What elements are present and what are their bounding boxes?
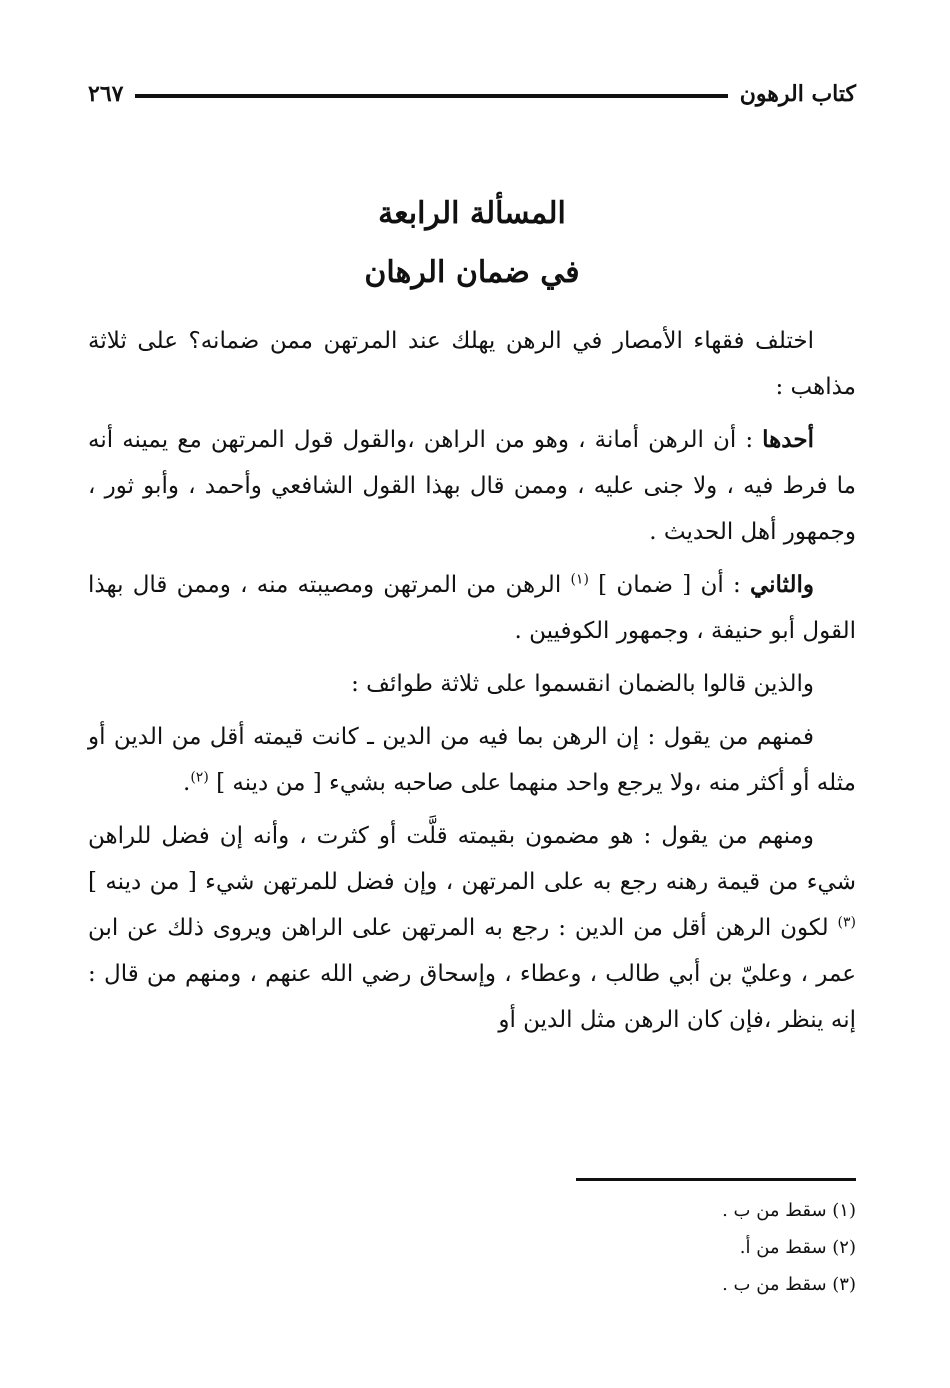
paragraph-intro-text: اختلف فقهاء الأمصار في الرهن يهلك عند المرتهن ممن ضمانه؟ على ثلاثة مذاهب : [88,328,856,400]
paragraph-group-two [88,813,856,1043]
running-header [88,74,856,114]
footnote-1: (١) سقط من ب . [722,1200,856,1221]
running-title: كتاب الرهون [739,81,856,107]
first-opinion-text: : أن الرهن أمانة ، وهو من الراهن ،والقول قول المرتهن مع يمينه أنه ما فرط فيه ، ولا جنى عليه ، وممن قال بهذا القول الشافعي وأحمد ، وأبو ثور ، وجمهور أهل الحديث . [88,427,856,545]
group-one-end: . [183,770,191,796]
paragraph-second-opinion [88,562,856,654]
groups-intro-text: والذين قالوا بالضمان انقسموا على ثلاثة طوائف : [351,671,814,697]
footnote-3: (٣) سقط من ب . [722,1274,856,1295]
first-opinion-lead: أحدها [762,426,814,453]
footnote-2: (٢) سقط من أ. [739,1237,856,1258]
second-opinion-text-a: : أن [ ضمان ] [588,572,750,598]
group-two-text-a: ومنهم من يقول : هو مضمون بقيمته قلَّت أو كثرت ، وأنه إن فضل للراهن شيء من قيمة رهنه رجع به على المرتهن ، وإن فضل للمرتهن شيء [ من دينه ] [88,823,856,895]
footnote-ref-3[interactable]: (٣) [837,914,856,931]
paragraph-group-one [88,714,856,806]
second-opinion-lead: والثاني [749,571,814,598]
footnote-ref-1[interactable]: (١) [570,571,589,588]
group-two-text-b: لكون الرهن أقل من الدين : رجع به المرتهن على الراهن ويروى ذلك عن ابن عمر ، وعليّ بن أبي طالب ، وعطاء ، وإسحاق رضي الله عنهم ، ومنهم من قال : إنه ينظر ،فإن كان الرهن مثل الدين أو [88,915,856,1033]
group-one-text: فمنهم من يقول : إن الرهن بما فيه من الدين ـ كانت قيمته أقل من الدين أو مثله أو أكثر منه ،ولا يرجع واحد منهما على صاحبه بشيء [ من دينه ] [88,724,856,796]
section-title: المسألة الرابعة [378,196,566,231]
section-subtitle: في ضمان الرهان [364,255,580,290]
footnote-ref-2[interactable]: (٢) [190,769,209,786]
paragraph-first-opinion [88,417,856,555]
paragraph-groups-intro [88,661,856,707]
header-rule [135,94,727,98]
footnotes [560,1192,856,1303]
second-opinion-text-b: الرهن من المرتهن ومصيبته منه ، وممن قال بهذا القول أبو حنيفة ، وجمهور الكوفيين . [88,572,856,644]
footnote-rule [576,1178,856,1181]
paragraph-intro [88,318,856,410]
body-text [88,318,856,1050]
page-number: ٢٦٧ [88,81,124,107]
